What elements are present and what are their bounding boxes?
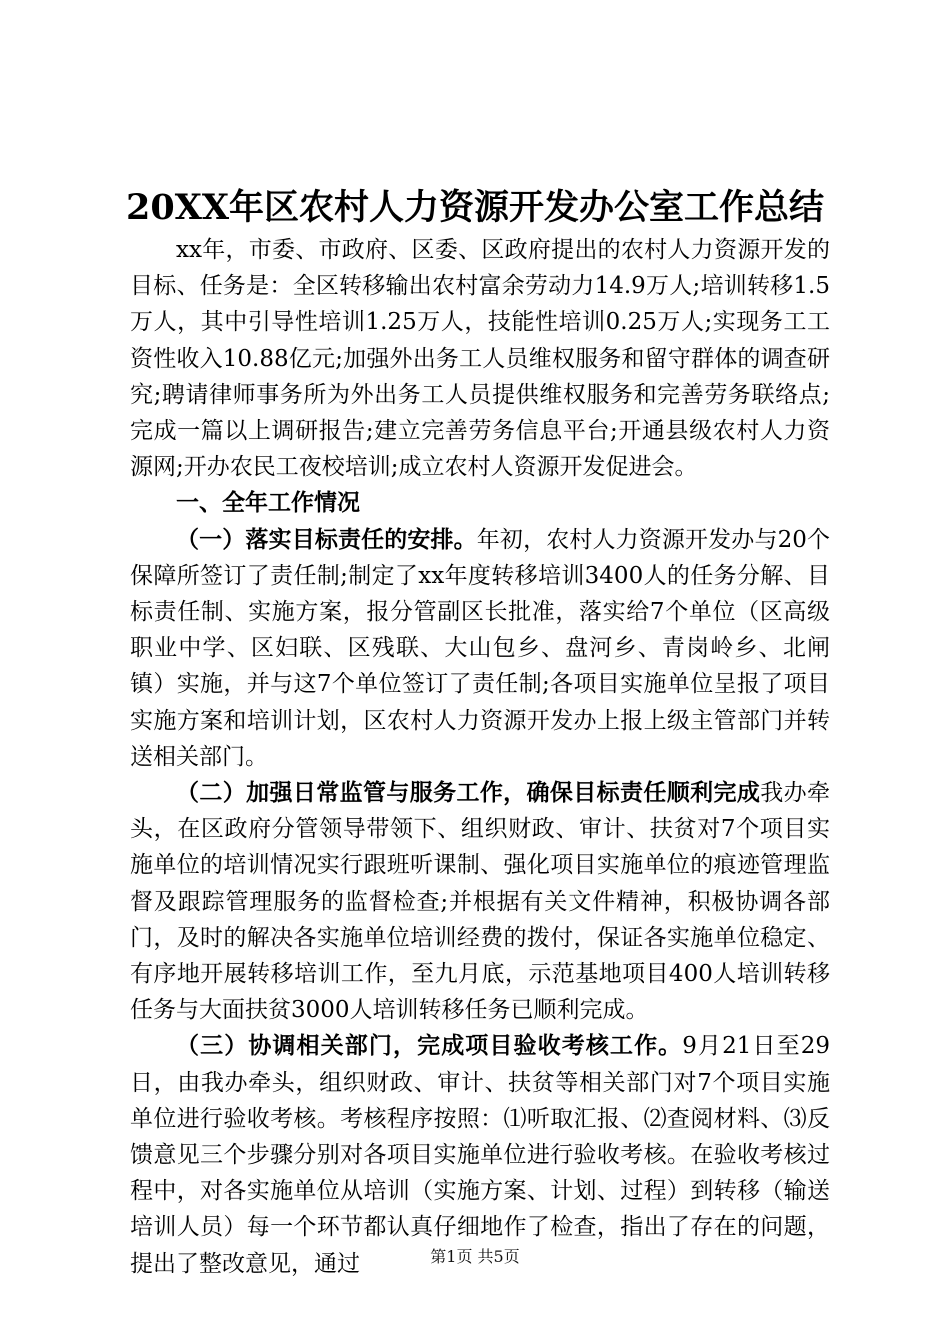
paragraph-2 <box>130 775 830 1028</box>
intro-paragraph: xx年，市委、市政府、区委、区政府提出的农村人力资源开发的目标、任务是：全区转移输出农村富余劳动力14.9万人;培训转移1.5万人，其中引导性培训1.25万人，技能性培训0.25万人;实现务工工资性收入10.88亿元;加强外出务工人员维权服务和留守群体的调查研究;聘请律师事务所为外出务工人员提供维权服务和完善劳务联络点;完成一篇以上调研报告;建立完善劳务信息平台;开通县级农村人力资源网;开办农民工夜校培训;成立农村人资源开发促进会。 <box>130 237 830 481</box>
paragraph-3 <box>130 1028 830 1281</box>
paragraph-3-text: 9月21日至29日，由我办牵头，组织财政、审计、扶贫等相关部门对7个项目实施单位进行验收考核。考核程序按照：⑴听取汇报、⑵查阅材料、⑶反馈意见三个步骤分别对各项目实施单位进行验收考核。在验收考核过程中，对各实施单位从培训（实施方案、计划、过程）到转移（输送培训人员）每一个环节都认真仔细地作了检查，指出了存在的问题，提出了整改意见，通过 <box>130 1033 831 1277</box>
paragraph-1-text: 年初，农村人力资源开发办与20个保障所签订了责任制;制定了xx年度转移培训3400人的任务分解、目标责任制、实施方案，报分管副区长批准，落实给7个单位（区高级职业中学、区妇联、区残联、大山包乡、盘河乡、青岗岭乡、北闸镇）实施，并与这7个单位签订了责任制;各项目实施单位呈报了项目实施方案和培训计划，区农村人力资源开发办上报上级主管部门并转送相关部门。 <box>130 526 830 770</box>
paragraph-2-text: 我办牵头，在区政府分管领导带领下、组织财政、审计、扶贫对7个项目实施单位的培训情况实行跟班听课制、强化项目实施单位的痕迹管理监督及跟踪管理服务的监督检查;并根据有关文件精神，积极协调各部门，及时的解决各实施单位培训经费的拨付，保证各实施单位稳定、有序地开展转移培训工作，至九月底，示范基地项目400人培训转移任务与大面扶贫3000人培训转移任务已顺利完成。 <box>130 780 831 1024</box>
page-footer: 第1页 共5页 <box>430 1247 520 1266</box>
section-heading: 一、全年工作情况 <box>176 490 360 517</box>
document-body <box>130 232 830 1282</box>
paragraph-3-lead: （三）协调相关部门，完成项目验收考核工作。 <box>176 1033 683 1060</box>
paragraph-1 <box>130 522 830 775</box>
paragraph-2-lead: （二）加强日常监管与服务工作，确保目标责任顺利完成 <box>176 780 761 807</box>
paragraph-1-lead: （一）落实目标责任的安排。 <box>176 526 477 553</box>
document-title: 20XX年区农村人力资源开发办公室工作总结 <box>125 187 825 228</box>
